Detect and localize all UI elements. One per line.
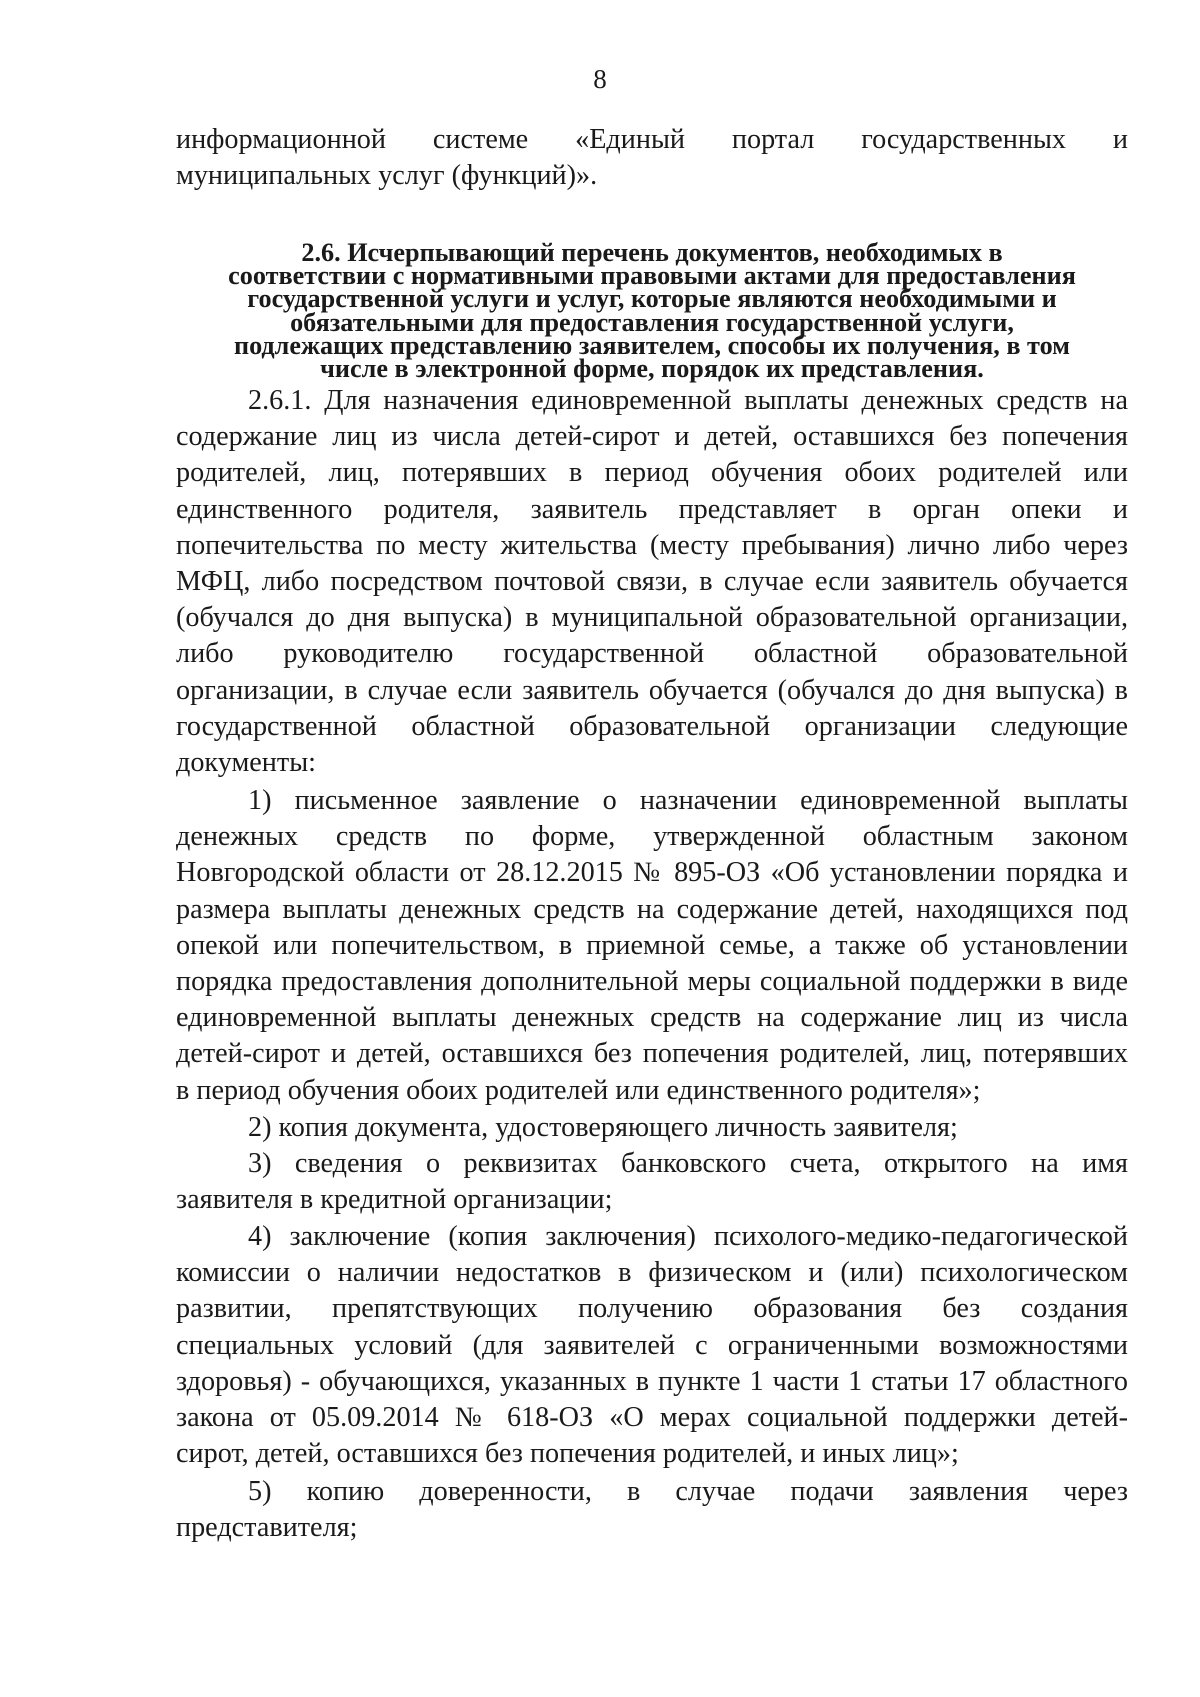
text-line: сирот, детей, оставшихся без попечения родителей, и иных лиц»; (176, 1438, 959, 1470)
text-line: комиссии о наличии недостатков в физическом и (или) психологическом (176, 1257, 1128, 1289)
heading-line: государственной услуги и услуг, которые являются необходимыми и (247, 284, 1057, 314)
text-line: попечительства по месту жительства (месту пребывания) лично либо через (176, 529, 1128, 561)
text-line: (обучался до дня выпуска) в муниципальной образовательной организации, (176, 602, 1128, 634)
text-line: здоровья) - обучающихся, указанных в пункте 1 части 1 статьи 17 областного (176, 1365, 1128, 1397)
text-line: заявителя в кредитной организации; (176, 1184, 613, 1216)
heading-line: числе в электронной форме, порядок их представления. (320, 354, 984, 384)
text-line: 3) сведения о реквизитах банковского счета, открытого на имя (248, 1148, 1128, 1179)
list-item-2 (176, 1110, 1128, 1146)
text-line: организации, в случае если заявитель обучается (обучался до дня выпуска) в (176, 674, 1128, 706)
section-heading (176, 238, 1128, 384)
text-line: 5) копию доверенности, в случае подачи заявления через (248, 1476, 1128, 1507)
text-line: содержание лиц из числа детей-сирот и детей, оставшихся без попечения (176, 421, 1128, 453)
text-line: представителя; (176, 1512, 358, 1544)
list-item-5 (176, 1474, 1128, 1546)
paragraph-2-6-1 (176, 383, 1128, 781)
text-line: родителей, лиц, потерявших в период обучения обоих родителей или (176, 457, 1128, 489)
list-item-4 (176, 1219, 1128, 1472)
text-line: единовременной выплаты денежных средств на содержание лиц из числа (176, 1002, 1128, 1034)
text-line: информационной системе «Единый портал государственных и (176, 124, 1128, 155)
text-line: специальных условий (для заявителей с ограниченными возможностями (176, 1329, 1128, 1361)
intro-paragraph (176, 122, 1128, 194)
text-line: опекой или попечительством, в приемной семье, а также об установлении (176, 929, 1128, 961)
text-line: детей-сирот и детей, оставшихся без попечения родителей, лиц, потерявших (176, 1038, 1128, 1070)
text-line: МФЦ, либо посредством почтовой связи, в случае если заявитель обучается (176, 566, 1128, 598)
text-line: 1) письменное заявление о назначении единовременной выплаты (248, 785, 1128, 816)
heading-line: 2.6. Исчерпывающий перечень документов, необходимых в (301, 238, 1003, 267)
list-item-1 (176, 783, 1128, 1109)
text-line: 2.6.1. Для назначения единовременной выплаты денежных средств на (248, 385, 1128, 416)
text-line: 2) копия документа, удостоверяющего личность заявителя; (248, 1112, 958, 1143)
heading-line: подлежащих представлению заявителем, способы их получения, в том (233, 330, 1071, 360)
text-line: документы: (176, 747, 316, 779)
text-line: 4) заключение (копия заключения) психолого-медико-педагогической (248, 1221, 1128, 1252)
list-item-3 (176, 1146, 1128, 1218)
text-line: закона от 05.09.2014 № 618-ОЗ «О мерах социальной поддержки детей- (176, 1402, 1128, 1434)
text-line: либо руководителю государственной областной образовательной (176, 638, 1128, 670)
text-line: размера выплаты денежных средств на содержание детей, находящихся под (176, 893, 1128, 925)
text-line: Новгородской области от 28.12.2015 № 895-ОЗ «Об установлении порядка и (176, 857, 1128, 889)
text-line: муниципальных услуг (функций)». (176, 160, 598, 192)
text-line: денежных средств по форме, утвержденной областным законом (176, 821, 1128, 853)
heading-line: соответствии с нормативными правовыми актами для предоставления (228, 261, 1076, 291)
page-number: 8 (593, 64, 607, 94)
text-line: государственной областной образовательной организации следующие (176, 710, 1128, 742)
text-line: развитии, препятствующих получению образования без создания (176, 1293, 1128, 1325)
text-line: порядка предоставления дополнительной меры социальной поддержки в виде (176, 966, 1128, 998)
heading-line: обязательными для предоставления государственной услуги, (290, 307, 1014, 337)
text-line: в период обучения обоих родителей или единственного родителя»; (176, 1074, 981, 1106)
text-line: единственного родителя, заявитель представляет в орган опеки и (176, 493, 1128, 525)
